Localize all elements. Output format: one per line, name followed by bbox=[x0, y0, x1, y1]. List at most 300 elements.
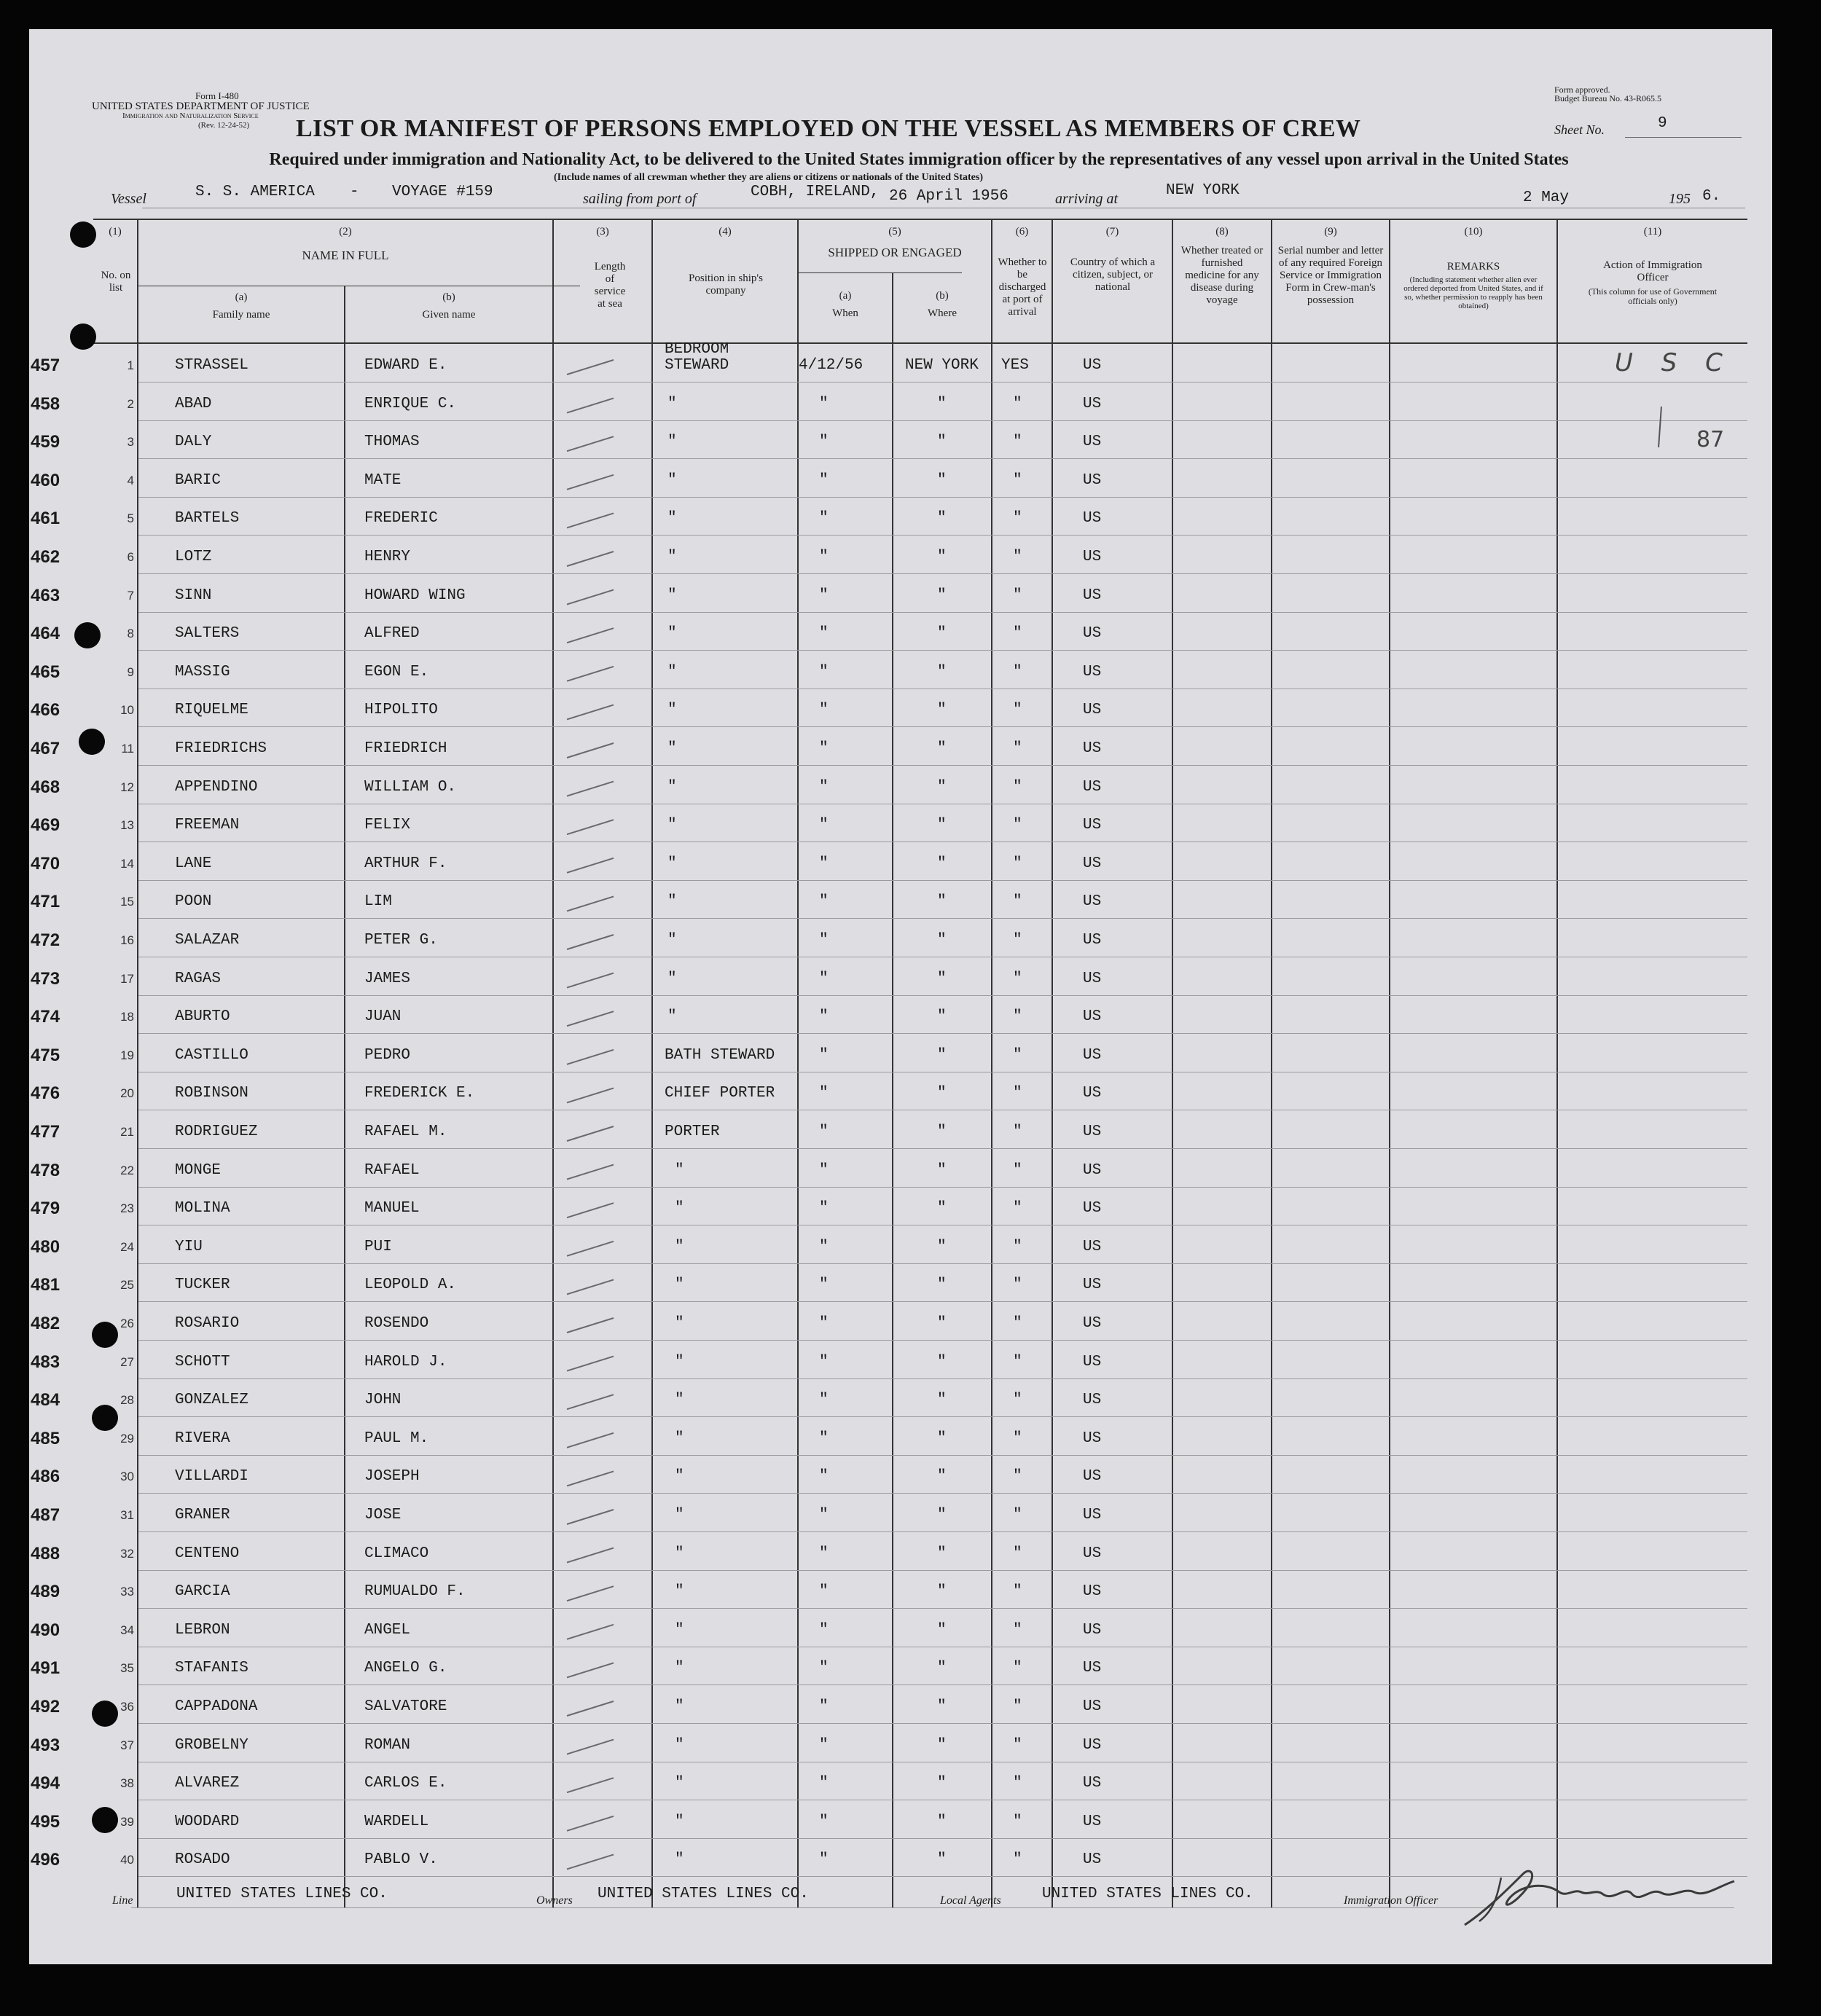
discharge: " bbox=[1013, 1545, 1022, 1562]
col4-header: Position in ship's company bbox=[689, 272, 763, 297]
service-tick bbox=[567, 475, 614, 490]
sailing-date: 26 April 1956 bbox=[889, 188, 1009, 205]
shipped-where: " bbox=[937, 1621, 947, 1639]
given-name: RAFAEL M. bbox=[364, 1123, 447, 1140]
manifest-reference-number: 460 bbox=[31, 470, 60, 490]
manifest-reference-number: 474 bbox=[31, 1007, 60, 1027]
country: US bbox=[1083, 1851, 1102, 1869]
vessel-name: S. S. AMERICA bbox=[195, 184, 315, 200]
list-number: 10 bbox=[120, 703, 134, 718]
list-number: 40 bbox=[120, 1853, 134, 1867]
manifest-reference-number: 472 bbox=[31, 930, 60, 950]
form-title: LIST OR MANIFEST OF PERSONS EMPLOYED ON THE VESSEL AS MEMBERS OF CREW bbox=[296, 115, 1361, 142]
discharge: " bbox=[1013, 1046, 1022, 1064]
service-tick bbox=[567, 973, 614, 988]
country: US bbox=[1083, 1775, 1102, 1792]
shipped-when: " bbox=[819, 1698, 829, 1715]
col2a-letter: (a) bbox=[235, 291, 248, 303]
shipped-when: " bbox=[819, 1046, 829, 1064]
position: " bbox=[667, 778, 677, 796]
given-name: PETER G. bbox=[364, 932, 438, 949]
family-name: SALAZAR bbox=[175, 932, 240, 949]
discharge: " bbox=[1013, 1429, 1022, 1447]
country: US bbox=[1083, 1008, 1102, 1026]
footer-owners-label: Owners bbox=[536, 1894, 573, 1907]
punch-hole bbox=[92, 1405, 118, 1431]
service-tick bbox=[567, 858, 614, 873]
list-number: 20 bbox=[120, 1086, 134, 1101]
position: " bbox=[667, 434, 677, 451]
shipped-where: " bbox=[937, 587, 947, 604]
position: " bbox=[667, 740, 677, 757]
list-number: 18 bbox=[120, 1010, 134, 1024]
col5-header: SHIPPED OR ENGAGED bbox=[828, 246, 962, 259]
family-name: CENTENO bbox=[175, 1545, 240, 1562]
country: US bbox=[1083, 549, 1102, 565]
shipped-where: " bbox=[937, 702, 947, 719]
shipped-when: " bbox=[819, 1813, 829, 1830]
shipped-where: " bbox=[937, 1315, 947, 1332]
discharge: " bbox=[1013, 1161, 1022, 1179]
shipped-when: " bbox=[819, 778, 829, 796]
country: US bbox=[1083, 1429, 1102, 1447]
list-number: 15 bbox=[120, 895, 134, 909]
country: US bbox=[1083, 1583, 1102, 1601]
list-number: 28 bbox=[120, 1393, 134, 1408]
col11-note: (This column for use of Government officials only) bbox=[1588, 286, 1718, 306]
position: CHIEF PORTER bbox=[665, 1085, 775, 1102]
country: US bbox=[1083, 1660, 1102, 1677]
service-tick bbox=[567, 1357, 614, 1371]
discharge: " bbox=[1013, 395, 1022, 412]
list-number: 37 bbox=[120, 1738, 134, 1752]
shipped-where: " bbox=[937, 1851, 947, 1869]
service-tick bbox=[567, 399, 614, 413]
col1-header: No. on list bbox=[101, 270, 131, 294]
position: " bbox=[675, 1507, 684, 1523]
col3-header: Length of service at sea bbox=[594, 261, 626, 310]
list-number: 6 bbox=[127, 550, 134, 564]
shipped-when: " bbox=[819, 1123, 829, 1140]
col2b-letter: (b) bbox=[442, 291, 455, 303]
position: " bbox=[667, 663, 677, 681]
family-name: RIVERA bbox=[175, 1429, 230, 1447]
position: " bbox=[667, 970, 677, 987]
shipped-where: " bbox=[937, 663, 947, 681]
col5a-header: When bbox=[832, 307, 858, 319]
col3-number: (3) bbox=[596, 226, 609, 238]
manifest-reference-number: 492 bbox=[31, 1697, 60, 1717]
service-tick bbox=[567, 1586, 614, 1601]
service-tick bbox=[567, 1126, 614, 1141]
family-name: CASTILLO bbox=[175, 1046, 248, 1064]
service-tick bbox=[567, 1663, 614, 1677]
shipped-when: " bbox=[819, 587, 829, 604]
discharge: " bbox=[1013, 663, 1022, 681]
family-name: MOLINA bbox=[175, 1200, 230, 1217]
list-number: 8 bbox=[127, 627, 134, 641]
discharge: " bbox=[1013, 778, 1022, 796]
year-prefix: 195 bbox=[1669, 191, 1691, 207]
manifest-reference-number: 479 bbox=[31, 1199, 60, 1219]
shipped-when: " bbox=[819, 1276, 829, 1294]
family-name: ROBINSON bbox=[175, 1085, 248, 1102]
shipped-where: " bbox=[937, 1008, 947, 1026]
col7-header: Country of which a citizen, subject, or national bbox=[1070, 256, 1156, 293]
shipped-when: " bbox=[819, 1736, 829, 1754]
given-name: RAFAEL bbox=[364, 1161, 420, 1179]
footer-officer-label: Immigration Officer bbox=[1344, 1894, 1438, 1907]
manifest-reference-number: 480 bbox=[31, 1236, 60, 1257]
discharge: YES bbox=[1001, 357, 1029, 374]
service-tick bbox=[567, 1740, 614, 1754]
given-name: JOSEPH bbox=[364, 1468, 420, 1486]
manifest-reference-number: 461 bbox=[31, 509, 60, 529]
position: " bbox=[667, 625, 677, 643]
footer-line-label: Line bbox=[112, 1894, 133, 1907]
family-name: RIQUELME bbox=[175, 702, 248, 719]
col2a-header: Family name bbox=[212, 309, 270, 321]
list-number: 26 bbox=[120, 1317, 134, 1330]
service-tick bbox=[567, 436, 614, 451]
country: US bbox=[1083, 970, 1102, 987]
service-tick bbox=[567, 1165, 614, 1180]
col9-number: (9) bbox=[1324, 226, 1337, 238]
country: US bbox=[1083, 1161, 1102, 1179]
shipped-when: " bbox=[819, 1583, 829, 1601]
shipped-when: " bbox=[819, 510, 829, 527]
family-name: ROSARIO bbox=[175, 1315, 240, 1332]
col8-header: Whether treated or furnished medicine for any disease during voyage bbox=[1180, 245, 1264, 306]
col2-number: (2) bbox=[339, 226, 352, 238]
shipped-where: " bbox=[937, 1392, 947, 1409]
footer-owners-value: UNITED STATES LINES CO. bbox=[598, 1886, 809, 1902]
given-name: EGON E. bbox=[364, 663, 429, 681]
shipped-when: " bbox=[819, 1429, 829, 1447]
discharge: " bbox=[1013, 625, 1022, 643]
service-tick bbox=[567, 896, 614, 911]
usc-annotation: U S C bbox=[1615, 348, 1733, 377]
service-tick bbox=[567, 743, 614, 758]
shipped-when: " bbox=[819, 395, 829, 412]
family-name: FRIEDRICHS bbox=[175, 740, 267, 757]
position: " bbox=[675, 1353, 684, 1370]
country: US bbox=[1083, 357, 1102, 374]
position-line2: STEWARD bbox=[665, 357, 729, 374]
department: UNITED STATES DEPARTMENT OF JUSTICE bbox=[92, 101, 310, 112]
list-number: 32 bbox=[120, 1546, 134, 1561]
shipped-where: " bbox=[937, 1353, 947, 1370]
manifest-reference-number: 488 bbox=[31, 1543, 60, 1564]
col11-header: Action of Immigration Officer bbox=[1603, 259, 1702, 283]
arriving-label: arriving at bbox=[1055, 191, 1119, 207]
position: " bbox=[675, 1775, 684, 1792]
given-name: SALVATORE bbox=[364, 1698, 447, 1715]
country: US bbox=[1083, 587, 1102, 604]
country: US bbox=[1083, 625, 1102, 643]
list-number: 12 bbox=[120, 780, 134, 794]
discharge: " bbox=[1013, 1660, 1022, 1677]
approved-line2: Budget Bureau No. 43-R065.5 bbox=[1554, 93, 1661, 103]
position: " bbox=[667, 1008, 677, 1026]
position: " bbox=[667, 587, 677, 604]
service-tick bbox=[567, 1318, 614, 1333]
country: US bbox=[1083, 1200, 1102, 1217]
given-name: ARTHUR F. bbox=[364, 855, 447, 872]
shipped-when: " bbox=[819, 663, 829, 681]
service-tick bbox=[567, 360, 614, 374]
service-tick bbox=[567, 628, 614, 643]
family-name: GARCIA bbox=[175, 1583, 230, 1601]
given-name: ENRIQUE C. bbox=[364, 395, 457, 412]
shipped-when: " bbox=[819, 1507, 829, 1523]
given-name: HOWARD WING bbox=[364, 587, 466, 604]
discharge: " bbox=[1013, 1085, 1022, 1102]
family-name: WOODARD bbox=[175, 1813, 240, 1830]
position: " bbox=[667, 549, 677, 565]
list-number: 23 bbox=[120, 1201, 134, 1216]
shipped-where: " bbox=[937, 1200, 947, 1217]
discharge: " bbox=[1013, 817, 1022, 834]
manifest-reference-number: 482 bbox=[31, 1314, 60, 1333]
discharge: " bbox=[1013, 932, 1022, 949]
manifest-reference-number: 485 bbox=[31, 1428, 60, 1448]
given-name: FREDERICK E. bbox=[364, 1085, 475, 1102]
shipped-where: " bbox=[937, 1276, 947, 1294]
shipped-when: " bbox=[819, 893, 829, 911]
sailing-port: COBH, IRELAND, bbox=[751, 184, 880, 200]
shipped-where: " bbox=[937, 1507, 947, 1523]
shipped-where: " bbox=[937, 1429, 947, 1447]
shipped-where: " bbox=[937, 970, 947, 987]
manifest-reference-number: 478 bbox=[31, 1160, 60, 1180]
family-name: BARTELS bbox=[175, 510, 240, 527]
shipped-where: " bbox=[937, 1736, 947, 1754]
given-name: JAMES bbox=[364, 970, 411, 987]
discharge: " bbox=[1013, 970, 1022, 987]
service-tick bbox=[567, 1395, 614, 1409]
shipped-when: " bbox=[819, 1851, 829, 1869]
position: " bbox=[667, 510, 677, 527]
discharge: " bbox=[1013, 1583, 1022, 1601]
shipped-when: " bbox=[819, 471, 829, 489]
country: US bbox=[1083, 1507, 1102, 1523]
shipped-when: " bbox=[819, 702, 829, 719]
manifest-reference-number: 462 bbox=[31, 547, 60, 567]
sheet-number: 9 bbox=[1658, 115, 1667, 132]
manifest-reference-number: 481 bbox=[31, 1275, 60, 1295]
discharge: " bbox=[1013, 1238, 1022, 1255]
discharge: " bbox=[1013, 893, 1022, 911]
given-name: MATE bbox=[364, 471, 402, 489]
country: US bbox=[1083, 1392, 1102, 1409]
country: US bbox=[1083, 663, 1102, 681]
country: US bbox=[1083, 510, 1102, 527]
family-name: LOTZ bbox=[175, 549, 212, 565]
family-name: SALTERS bbox=[175, 625, 240, 643]
service-tick bbox=[567, 1242, 614, 1256]
shipped-when: " bbox=[819, 549, 829, 565]
position: " bbox=[675, 1813, 684, 1830]
service-tick bbox=[567, 782, 614, 796]
position: " bbox=[675, 1429, 684, 1447]
manifest-reference-number: 494 bbox=[31, 1773, 60, 1794]
shipped-when: " bbox=[819, 1161, 829, 1179]
family-name: MONGE bbox=[175, 1161, 222, 1179]
country: US bbox=[1083, 1315, 1102, 1332]
shipped-where: " bbox=[937, 1813, 947, 1830]
given-name: THOMAS bbox=[364, 434, 420, 451]
position: " bbox=[675, 1161, 684, 1179]
position: " bbox=[675, 1660, 684, 1677]
shipped-where: " bbox=[937, 1161, 947, 1179]
country: US bbox=[1083, 702, 1102, 719]
manifest-reference-number: 487 bbox=[31, 1505, 60, 1525]
given-name: HIPOLITO bbox=[364, 702, 438, 719]
family-name: ROSADO bbox=[175, 1851, 230, 1869]
col5b-letter: (b) bbox=[936, 290, 949, 302]
given-name: RUMUALDO F. bbox=[364, 1583, 466, 1601]
discharge: " bbox=[1013, 1392, 1022, 1409]
punch-hole bbox=[92, 1322, 118, 1348]
discharge: " bbox=[1013, 434, 1022, 451]
discharge: " bbox=[1013, 1621, 1022, 1639]
service-tick bbox=[567, 1050, 614, 1064]
list-number: 13 bbox=[120, 818, 134, 833]
service: Immigration and Naturalization Service bbox=[122, 111, 259, 120]
service-tick bbox=[567, 1510, 614, 1524]
list-number: 27 bbox=[120, 1354, 134, 1369]
country: US bbox=[1083, 1046, 1102, 1064]
list-number: 19 bbox=[120, 1048, 134, 1062]
list-number: 38 bbox=[120, 1776, 134, 1791]
discharge: " bbox=[1013, 510, 1022, 527]
service-tick bbox=[567, 1433, 614, 1448]
list-number: 2 bbox=[127, 396, 134, 411]
list-number: 7 bbox=[127, 588, 134, 603]
revision: (Rev. 12-24-52) bbox=[198, 121, 250, 130]
position: " bbox=[675, 1851, 684, 1869]
position: " bbox=[675, 1392, 684, 1409]
punch-hole bbox=[79, 729, 105, 755]
form-note: (Include names of all crewman whether they are aliens or citizens or nationals of the United States) bbox=[554, 172, 983, 183]
list-number: 25 bbox=[120, 1278, 134, 1293]
shipped-when: " bbox=[819, 1775, 829, 1792]
service-tick bbox=[567, 1011, 614, 1026]
family-name: GONZALEZ bbox=[175, 1392, 248, 1409]
manifest-reference-number: 469 bbox=[31, 815, 60, 836]
given-name: PUI bbox=[364, 1238, 392, 1255]
manifest-reference-number: 490 bbox=[31, 1620, 60, 1640]
approved-line1: Form approved. bbox=[1554, 85, 1610, 95]
list-number: 21 bbox=[120, 1125, 134, 1139]
punch-hole bbox=[70, 323, 96, 350]
service-tick bbox=[567, 705, 614, 719]
discharge: " bbox=[1013, 740, 1022, 757]
manifest-reference-number: 468 bbox=[31, 777, 60, 797]
given-name: HENRY bbox=[364, 549, 411, 565]
given-name: PEDRO bbox=[364, 1046, 411, 1064]
service-tick bbox=[567, 1203, 614, 1217]
service-tick bbox=[567, 590, 614, 605]
service-tick bbox=[567, 820, 614, 834]
shipped-when: " bbox=[819, 1392, 829, 1409]
service-tick bbox=[567, 667, 614, 681]
shipped-where: " bbox=[937, 932, 947, 949]
position: " bbox=[667, 817, 677, 834]
country: US bbox=[1083, 1621, 1102, 1639]
manifest-reference-number: 458 bbox=[31, 393, 60, 414]
position: " bbox=[675, 1736, 684, 1754]
list-number: 11 bbox=[121, 742, 134, 756]
service-tick bbox=[567, 935, 614, 949]
discharge: " bbox=[1013, 1507, 1022, 1523]
col1-number: (1) bbox=[109, 226, 122, 238]
shipped-where: " bbox=[937, 625, 947, 643]
punch-hole bbox=[92, 1701, 118, 1727]
shipped-when: " bbox=[819, 1315, 829, 1332]
service-tick bbox=[567, 1854, 614, 1869]
arrival-port: NEW YORK bbox=[1166, 182, 1240, 199]
discharge: " bbox=[1013, 1813, 1022, 1830]
manifest-reference-number: 483 bbox=[31, 1352, 60, 1372]
year-suffix: 6. bbox=[1702, 188, 1721, 205]
service-tick bbox=[567, 1471, 614, 1486]
manifest-reference-number: 465 bbox=[31, 662, 60, 682]
shipped-where: " bbox=[937, 1085, 947, 1102]
col8-number: (8) bbox=[1215, 226, 1229, 238]
discharge: " bbox=[1013, 1851, 1022, 1869]
country: US bbox=[1083, 1736, 1102, 1754]
manifest-reference-number: 491 bbox=[31, 1658, 60, 1679]
service-tick bbox=[567, 1701, 614, 1716]
position: " bbox=[675, 1583, 684, 1601]
discharge: " bbox=[1013, 1008, 1022, 1026]
discharge: " bbox=[1013, 1200, 1022, 1217]
family-name: SCHOTT bbox=[175, 1353, 230, 1370]
shipped-when: " bbox=[819, 1008, 829, 1026]
position: " bbox=[675, 1698, 684, 1715]
list-number: 17 bbox=[120, 971, 134, 986]
col9-header: Serial number and letter of any required Foreign Service or Immigration Form in Crew-man's possession bbox=[1277, 245, 1384, 306]
family-name: GROBELNY bbox=[175, 1736, 248, 1754]
manifest-reference-number: 495 bbox=[31, 1811, 60, 1832]
family-name: SINN bbox=[175, 587, 212, 604]
discharge: " bbox=[1013, 587, 1022, 604]
voyage-number: VOYAGE #159 bbox=[392, 184, 493, 200]
shipped-where: " bbox=[937, 1545, 947, 1562]
family-name: VILLARDI bbox=[175, 1468, 248, 1486]
form-number: Form I-480 bbox=[195, 90, 239, 101]
shipped-when: " bbox=[819, 1621, 829, 1639]
given-name: CARLOS E. bbox=[364, 1775, 447, 1792]
shipped-where: " bbox=[937, 1238, 947, 1255]
manifest-reference-number: 466 bbox=[31, 700, 60, 721]
list-number: 33 bbox=[120, 1585, 134, 1599]
manifest-reference-number: 477 bbox=[31, 1122, 60, 1142]
discharge: " bbox=[1013, 855, 1022, 872]
service-tick bbox=[567, 1816, 614, 1831]
given-name: LEOPOLD A. bbox=[364, 1276, 457, 1294]
shipped-where: NEW YORK bbox=[905, 357, 979, 374]
country: US bbox=[1083, 893, 1102, 911]
list-number: 9 bbox=[127, 664, 134, 679]
shipped-where: " bbox=[937, 1698, 947, 1715]
col2b-header: Given name bbox=[422, 309, 476, 321]
manifest-reference-number: 493 bbox=[31, 1735, 60, 1755]
family-name: STRASSEL bbox=[175, 357, 248, 374]
service-tick bbox=[567, 1548, 614, 1563]
